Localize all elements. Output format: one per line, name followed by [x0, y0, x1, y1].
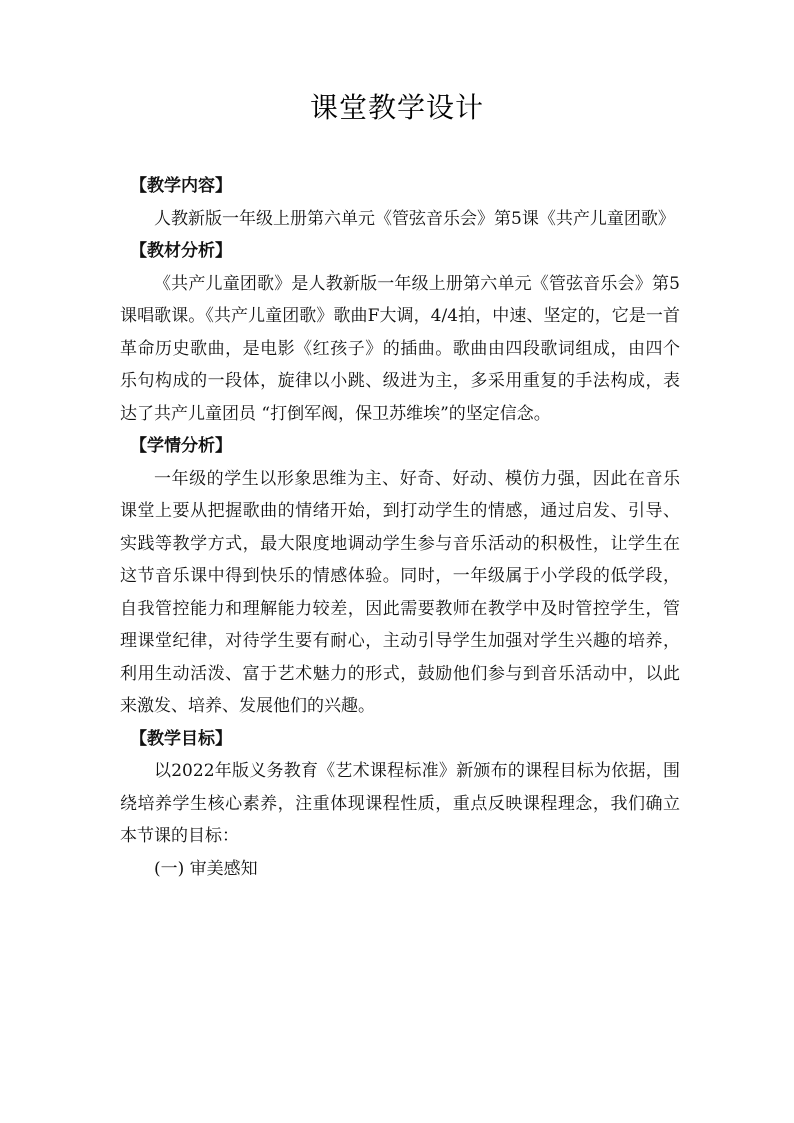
section-heading-material-analysis: 【教材分析】 — [130, 241, 232, 261]
page-title: 课堂教学设计 — [309, 91, 484, 124]
section-heading-student-analysis: 【学情分析】 — [130, 436, 232, 456]
section-heading-content: 【教学内容】 — [130, 176, 232, 196]
document-body — [120, 170, 680, 885]
paragraph-student-analysis: 一年级的学生以形象思维为主、好奇、好动、模仿力强，因此在音乐课堂上要从把握歌曲的情绪开始，到打动学生的情感，通过启发、引导、实践等教学方式，最大限度地调动学生参与音乐活动的积极性，让学生在这节音乐课中得到快乐的情感体验。同时，一年级属于小学段的低学段，自我管控能力和理解能力较差，因此需要教师在教学中及时管控学生，管理课堂纪律，对待学生要有耐心，主动引导学生加强对学生兴趣的培养，利用生动活泼、富于艺术魅力的形式，鼓励他们参与到音乐活动中，以此来激发、培养、发展他们的兴趣。 — [120, 468, 680, 716]
subheading-aesthetic-perception: (一) 审美感知 — [154, 858, 258, 879]
section-heading-teaching-goals: 【教学目标】 — [130, 728, 232, 749]
paragraph-teaching-goals: 以2022年版义务教育《艺术课程标准》新颁布的课程目标为依据，围绕培养学生核心素养，注重体现课程性质，重点反映课程理念，我们确立本节课的目标： — [120, 761, 680, 846]
paragraph-content: 人教新版一年级上册第六单元《管弦音乐会》第5课《共产儿童团歌》 — [154, 208, 675, 229]
paragraph-material-analysis: 《共产儿童团歌》是人教新版一年级上册第六单元《管弦音乐会》第5课唱歌课。《共产儿童团歌》歌曲F大调，4/4拍，中速、坚定的，它是一首革命历史歌曲，是电影《红孩子》的插曲。歌曲由四段歌词组成，由四个乐句构成的一段体，旋律以小跳、级进为主，多采用重复的手法构成，表达了共产儿童团员 “打倒军阀，保卫苏维埃”的坚定信念。 — [120, 273, 680, 424]
